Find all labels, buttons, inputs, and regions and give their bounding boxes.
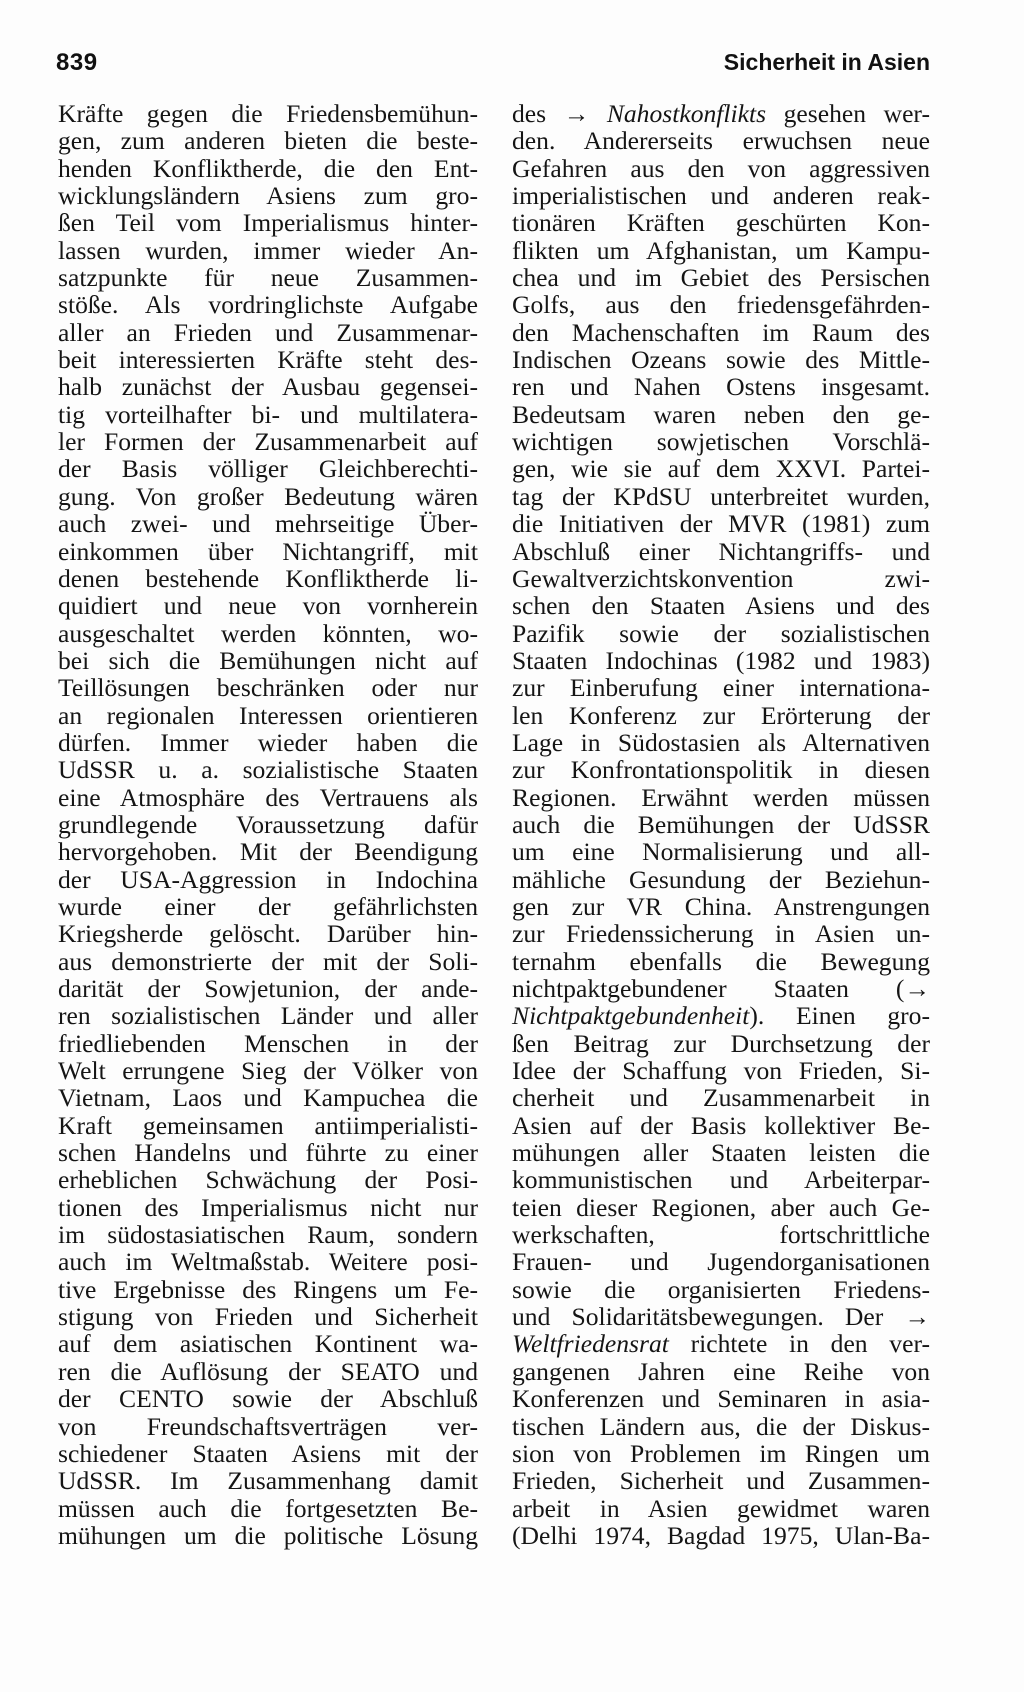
text-line: len Konferenz zur Erörterung der	[512, 700, 930, 730]
cross-reference-arrow: →	[904, 1302, 930, 1332]
text-line: UdSSR. Im Zusammenhang damit	[58, 1466, 478, 1496]
text-line: Lage in Südostasien als Alternativen	[512, 727, 930, 757]
text-line: Abschluß einer Nichtangriffs- und	[512, 536, 930, 566]
text-line: der USA-Aggression in Indochina	[58, 864, 478, 894]
text-line: sion von Problemen im Ringen um	[512, 1438, 930, 1468]
cross-reference-term: Nichtpaktgebundenheit	[512, 1001, 750, 1031]
text-line: Kräfte gegen die Friedensbemühun-	[58, 99, 478, 128]
text-line: Gewaltverzichtskonvention zwi-	[512, 563, 930, 593]
text-line: gen, zum anderen bieten die beste-	[58, 126, 478, 156]
text-line: Konferenzen und Seminaren in asia-	[512, 1384, 930, 1414]
text-line: ler Formen der Zusammenarbeit auf	[58, 427, 478, 457]
text-line: Gefahren aus den von aggressiven	[512, 153, 930, 183]
text-line: cherheit und Zusammenarbeit in	[512, 1083, 930, 1113]
text-line: ßen Beitrag zur Durchsetzung der	[512, 1028, 930, 1058]
text-line: die Initiativen der MVR (1981) zum	[512, 509, 930, 539]
text-line: henden Konfliktherde, die den Ent-	[58, 153, 478, 183]
text-line: Indischen Ozeans sowie des Mittle-	[512, 345, 930, 375]
text-line: den Machenschaften im Raum des	[512, 317, 930, 347]
right-text-block-b	[512, 1030, 930, 1331]
text-line: ternahm ebenfalls die Bewegung	[512, 946, 930, 976]
text-line: Pazifik sowie der sozialistischen	[512, 618, 930, 648]
text-line: des → Nahostkonflikts gesehen wer-	[512, 99, 930, 128]
text-line: mähliche Gesundung der Beziehun-	[512, 864, 930, 894]
text-line: gen, wie sie auf dem XXVI. Partei-	[512, 454, 930, 484]
text-line: Staaten Indochinas (1982 und 1983)	[512, 645, 930, 675]
text-line: tionären Kräften geschürten Kon-	[512, 208, 930, 238]
text-line: Golfs, aus den friedensgefährden-	[512, 290, 930, 320]
text-line: schen den Staaten Asiens und des	[512, 591, 930, 621]
text-line: müssen auch die fortgesetzten Be-	[58, 1493, 478, 1523]
text-line: bei sich die Bemühungen nicht auf	[58, 645, 478, 675]
text-line: quidiert und neue von vornherein	[58, 591, 478, 621]
text-line: Frauen- und Jugendorganisationen	[512, 1247, 930, 1277]
cross-reference-arrow: (→	[895, 974, 930, 1003]
text-line: wicklungsländern Asiens zum gro-	[58, 181, 478, 211]
text-line: grundlegende Voraussetzung dafür	[58, 809, 478, 839]
text-line: lassen wurden, immer wieder An-	[58, 235, 478, 265]
text-line: auch die Bemühungen der UdSSR	[512, 809, 930, 839]
text-line: aus demonstrierte der mit der Soli-	[58, 946, 478, 976]
text-line: den. Andererseits erwuchsen neue	[512, 126, 930, 156]
text-line: erheblichen Schwächung der Posi-	[58, 1165, 478, 1195]
text-line: arbeit in Asien gewidmet waren	[512, 1493, 930, 1523]
text-line: tischen Ländern aus, die der Diskus-	[512, 1411, 930, 1441]
right-text-block-a	[512, 127, 930, 975]
text-line: satzpunkte für neue Zusammen-	[58, 263, 478, 293]
text-line: um eine Normalisierung und all-	[512, 837, 930, 867]
text-line: tig vorteilhafter bi- und multilatera-	[58, 399, 478, 429]
text-line: ren die Auflösung der SEATO und	[58, 1356, 478, 1386]
text-line: der CENTO sowie der Abschluß	[58, 1384, 478, 1414]
text-line: Bedeutsam waren neben den ge-	[512, 399, 930, 429]
text-line: Idee der Schaffung von Frieden, Si-	[512, 1056, 930, 1086]
text-line: halb zunächst der Ausbau gegensei-	[58, 372, 478, 402]
text-line: der Basis völliger Gleichberechti-	[58, 454, 478, 484]
text-line: auch zwei- und mehrseitige Über-	[58, 509, 478, 539]
text-line: ßen Teil vom Imperialismus hinter-	[58, 208, 478, 238]
text-line: auf dem asiatischen Kontinent wa-	[58, 1329, 478, 1359]
text-line: nichtpaktgebundener Staaten (→	[512, 974, 930, 1003]
text-line: beit interessierten Kräfte steht des-	[58, 345, 478, 375]
text-line: (Delhi 1974, Bagdad 1975, Ulan-Ba-	[512, 1520, 930, 1550]
text-line: auch im Weltmaßstab. Weitere posi-	[58, 1247, 478, 1277]
text-line: zur Einberufung einer internationa-	[512, 673, 930, 703]
text-line: tionen des Imperialismus nicht nur	[58, 1192, 478, 1222]
text-line: Teillösungen beschränken oder nur	[58, 673, 478, 703]
text-line: gung. Von großer Bedeutung wären	[58, 481, 478, 511]
text-line: Kriegsherde gelöscht. Darüber hin-	[58, 919, 478, 949]
text-line: kommunistischen und Arbeiterpar-	[512, 1165, 930, 1195]
text-line: flikten um Afghanistan, um Kampu-	[512, 235, 930, 265]
text-line: dürfen. Immer wieder haben die	[58, 727, 478, 757]
text-line: Weltfriedensrat richtete in den ver-	[512, 1329, 930, 1359]
left-column	[58, 100, 478, 1549]
text-line: wurde einer der gefährlichsten	[58, 891, 478, 921]
text-line: UdSSR u. a. sozialistische Staaten	[58, 755, 478, 785]
text-line: stigung von Frieden und Sicherheit	[58, 1302, 478, 1332]
cross-reference-term: Weltfriedensrat	[512, 1329, 669, 1359]
text-line: werkschaften, fortschrittliche	[512, 1220, 930, 1250]
text-line: ren sozialistischen Länder und aller	[58, 1001, 478, 1031]
text-line: wichtigen sowjetischen Vorschlä-	[512, 427, 930, 457]
text-line: an regionalen Interessen orientieren	[58, 700, 478, 730]
text-line: friedliebenden Menschen in der	[58, 1028, 478, 1058]
text-line: mühungen aller Staaten leisten die	[512, 1138, 930, 1168]
text-line: Kraft gemeinsamen antiimperialisti-	[58, 1110, 478, 1140]
text-line: sowie die organisierten Friedens-	[512, 1274, 930, 1304]
text-line: Welt errungene Sieg der Völker von	[58, 1056, 478, 1086]
text-line: teien dieser Regionen, aber auch Ge-	[512, 1192, 930, 1222]
text-line: darität der Sowjetunion, der ande-	[58, 974, 478, 1003]
text-line: imperialistischen und anderen reak-	[512, 181, 930, 211]
text-line: tag der KPdSU unterbreitet wurden,	[512, 481, 930, 511]
cross-reference-arrow: →	[563, 99, 590, 128]
text-line: denen bestehende Konfliktherde li-	[58, 563, 478, 593]
text-line: hervorgehoben. Mit der Beendigung	[58, 837, 478, 867]
text-line: Frieden, Sicherheit und Zusammen-	[512, 1466, 930, 1496]
text-line: zur Friedenssicherung in Asien un-	[512, 919, 930, 949]
text-line: stöße. Als vordringlichste Aufgabe	[58, 290, 478, 320]
text-line: zur Konfrontationspolitik in diesen	[512, 755, 930, 785]
right-column	[512, 100, 930, 1549]
text-line: einkommen über Nichtangriff, mit	[58, 536, 478, 566]
text-line: und Solidaritätsbewegungen. Der →	[512, 1302, 930, 1332]
page-number: 839	[56, 49, 98, 76]
text-line: gangenen Jahren eine Reihe von	[512, 1356, 930, 1386]
text-line: aller an Frieden und Zusammenar-	[58, 317, 478, 347]
text-line: chea und im Gebiet des Persischen	[512, 263, 930, 293]
text-line: im südostasiatischen Raum, sondern	[58, 1220, 478, 1250]
text-line: von Freundschaftsverträgen ver-	[58, 1411, 478, 1441]
text-line: ausgeschaltet werden könnten, wo-	[58, 618, 478, 648]
text-line: schen Handelns und führte zu einer	[58, 1138, 478, 1168]
text-line: Nichtpaktgebundenheit). Einen gro-	[512, 1001, 930, 1031]
right-text-block-c	[512, 1358, 930, 1549]
text-line: schiedener Staaten Asiens mit der	[58, 1438, 478, 1468]
text-line: Asien auf der Basis kollektiver Be-	[512, 1110, 930, 1140]
text-line: mühungen um die politische Lösung	[58, 1520, 478, 1550]
text-line: gen zur VR China. Anstrengungen	[512, 891, 930, 921]
text-line: eine Atmosphäre des Vertrauens als	[58, 782, 478, 812]
running-head: Sicherheit in Asien	[723, 49, 930, 75]
text-line: Regionen. Erwähnt werden müssen	[512, 782, 930, 812]
text-line: Vietnam, Laos und Kampuchea die	[58, 1083, 478, 1113]
text-line: ren und Nahen Ostens insgesamt.	[512, 372, 930, 402]
text-line: tive Ergebnisse des Ringens um Fe-	[58, 1274, 478, 1304]
cross-reference-term: Nahostkonflikts	[606, 99, 767, 128]
